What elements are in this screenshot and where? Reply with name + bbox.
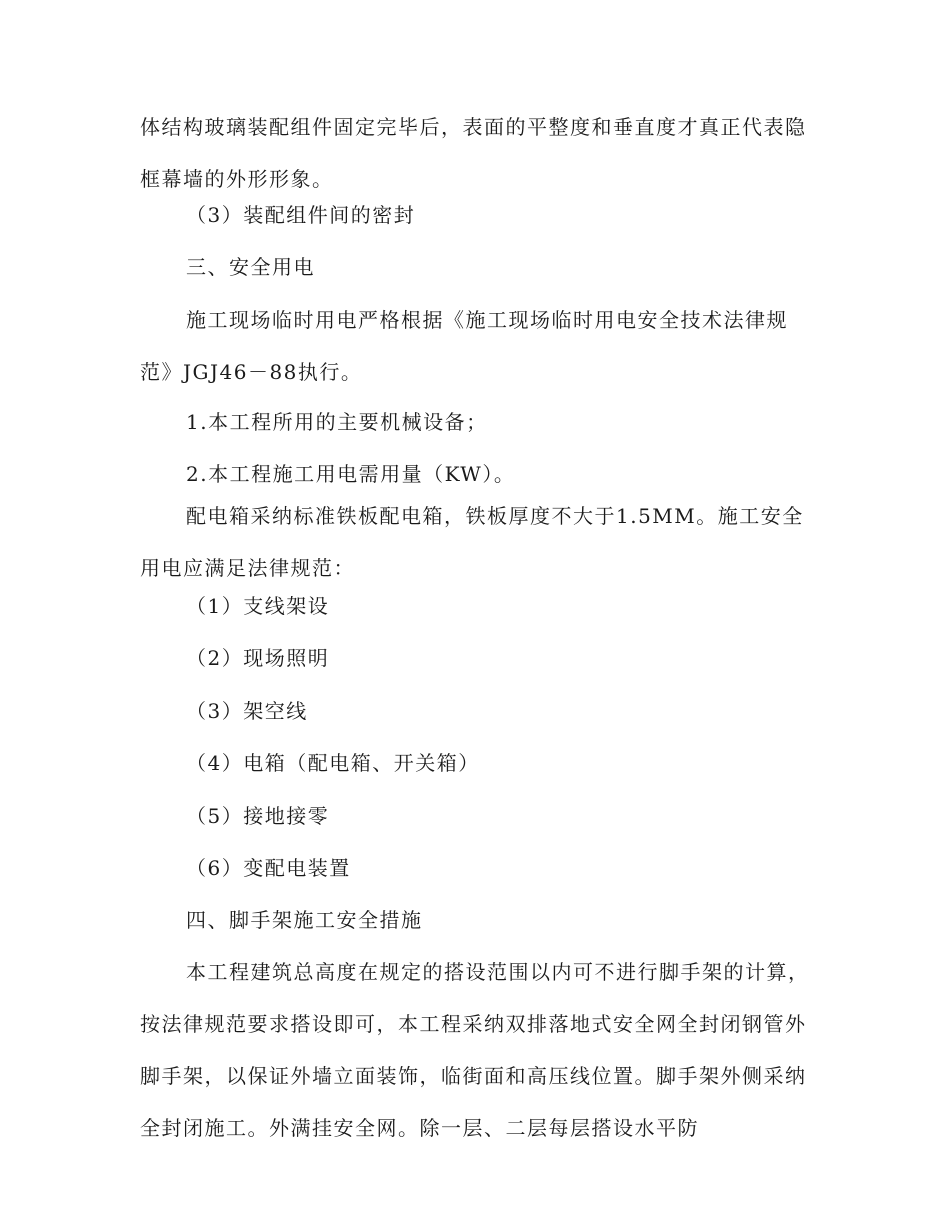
paragraph-seal-heading: （3）装配组件间的密封 [186,203,416,227]
list-item-overhead-line: （3）架空线 [186,699,308,723]
section-heading-scaffold: 四、脚手架施工安全措施 [186,908,423,932]
paragraph-electric-standard: 施工现场临时用电严格根据《施工现场临时用电安全技术法律规范》JGJ46－88执行。 [140,308,788,384]
list-item-power-demand: 2.本工程施工用电需用量（KW）。 [186,462,516,486]
list-item-equipment: 1.本工程所用的主要机械设备； [186,410,488,434]
list-item-substation: （6）变配电装置 [186,856,351,880]
list-item-electric-box: （4）电箱（配电箱、开关箱） [186,751,480,775]
section-heading-electricity: 三、安全用电 [186,255,315,279]
list-item-grounding: （5）接地接零 [186,804,330,828]
paragraph-glass-assembly: 体结构玻璃装配组件固定完毕后，表面的平整度和垂直度才真正代表隐框幕墙的外形形象。 [140,115,807,191]
paragraph-scaffold-measures: 本工程建筑总高度在规定的搭设范围以内可不进行脚手架的计算，按法律规范要求搭设即可，本工程采纳双排落地式安全网全封闭钢管外脚手架，以保证外墙立面装饰，临街面和高压线位置。脚手架外侧采纳全封闭施工。外满挂安全网。除一层、二层每层搭设水平防 [140,960,810,1140]
paragraph-distribution-box: 配电箱采纳标准铁板配电箱，铁板厚度不大于1.5MM。施工安全用电应满足法律规范： [140,504,804,580]
list-item-branch-line: （1）支线架设 [186,594,330,618]
list-item-lighting: （2）现场照明 [186,646,330,670]
